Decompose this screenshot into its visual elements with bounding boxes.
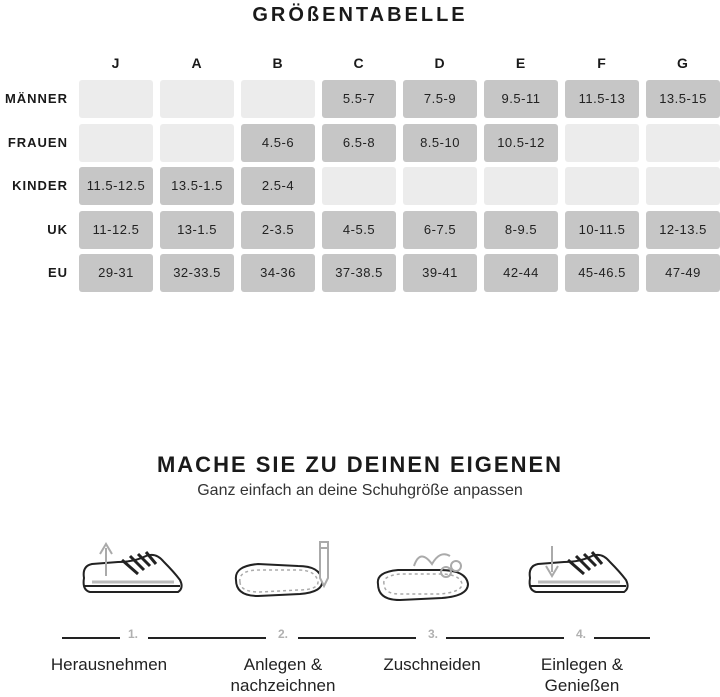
size-cell [241,80,315,118]
section-heading: MACHE SIE ZU DEINEN EIGENEN [156,452,564,477]
step-number: 4. [575,627,586,641]
size-cell [646,124,720,162]
size-cell: 12-13.5 [646,211,720,249]
size-cell [646,167,720,205]
column-header: F [597,55,607,71]
size-cell [322,167,396,205]
column-header: E [515,55,527,71]
size-cell: 13-1.5 [160,211,234,249]
size-cell: 7.5-9 [403,80,477,118]
step-number: 1. [127,627,138,641]
size-cell: 11.5-12.5 [79,167,153,205]
section-subheading: Ganz einfach an deine Schuhgröße anpassen [197,482,523,499]
size-cell: 37-38.5 [322,254,396,292]
column-header: G [677,55,689,71]
row-header: FRAUEN [7,134,68,150]
size-cell: 2-3.5 [241,211,315,249]
size-cell: 5.5-7 [322,80,396,118]
size-cell [565,167,639,205]
size-cell: 6.5-8 [322,124,396,162]
row-header: EU [47,265,68,280]
size-cell: 13.5-15 [646,80,720,118]
shoe-insert-insole-icon [524,536,634,616]
size-cell: 34-36 [241,254,315,292]
step-label: Herausnehmen [50,655,168,674]
size-cell [484,167,558,205]
size-cell: 8-9.5 [484,211,558,249]
timeline-segment [446,637,564,639]
size-cell [160,80,234,118]
row-header: MÄNNER [4,91,68,106]
step-label: Zuschneiden [383,655,481,674]
timeline-segment [298,637,416,639]
size-cell: 10.5-12 [484,124,558,162]
column-header: C [353,55,365,71]
column-header: A [191,55,203,71]
step-number: 2. [277,627,288,641]
row-header: KINDER [12,178,68,193]
size-cell: 2.5-4 [241,167,315,205]
size-cell: 4.5-6 [241,124,315,162]
step-label: Anlegen & nachzeichnen [230,655,336,695]
size-chart-title: GRÖßENTABELLE [252,4,468,26]
size-cell [403,167,477,205]
size-cell: 42-44 [484,254,558,292]
size-cell [79,124,153,162]
step-label: Einlegen & Genießen [540,655,624,695]
size-cell: 11-12.5 [79,211,153,249]
column-header: D [434,55,446,71]
column-header: J [111,55,121,71]
timeline-segment [148,637,266,639]
size-cell: 10-11.5 [565,211,639,249]
step-number: 3. [427,627,438,641]
size-cell: 32-33.5 [160,254,234,292]
size-cell: 11.5-13 [565,80,639,118]
size-cell [565,124,639,162]
size-cell [160,124,234,162]
shoe-remove-insole-icon [78,536,188,616]
column-header: B [272,55,284,71]
size-cell [79,80,153,118]
size-cell: 29-31 [79,254,153,292]
size-cell: 4-5.5 [322,211,396,249]
timeline-segment [62,637,120,639]
size-cell: 13.5-1.5 [160,167,234,205]
size-cell: 6-7.5 [403,211,477,249]
size-cell: 39-41 [403,254,477,292]
row-header: UK [47,221,68,237]
insole-trace-pencil-icon [228,536,338,616]
insole-cut-scissors-icon [370,536,480,616]
size-cell: 45-46.5 [565,254,639,292]
size-cell: 9.5-11 [484,80,558,118]
size-cell: 8.5-10 [403,124,477,162]
size-cell: 47-49 [646,254,720,292]
timeline-segment [594,637,650,639]
